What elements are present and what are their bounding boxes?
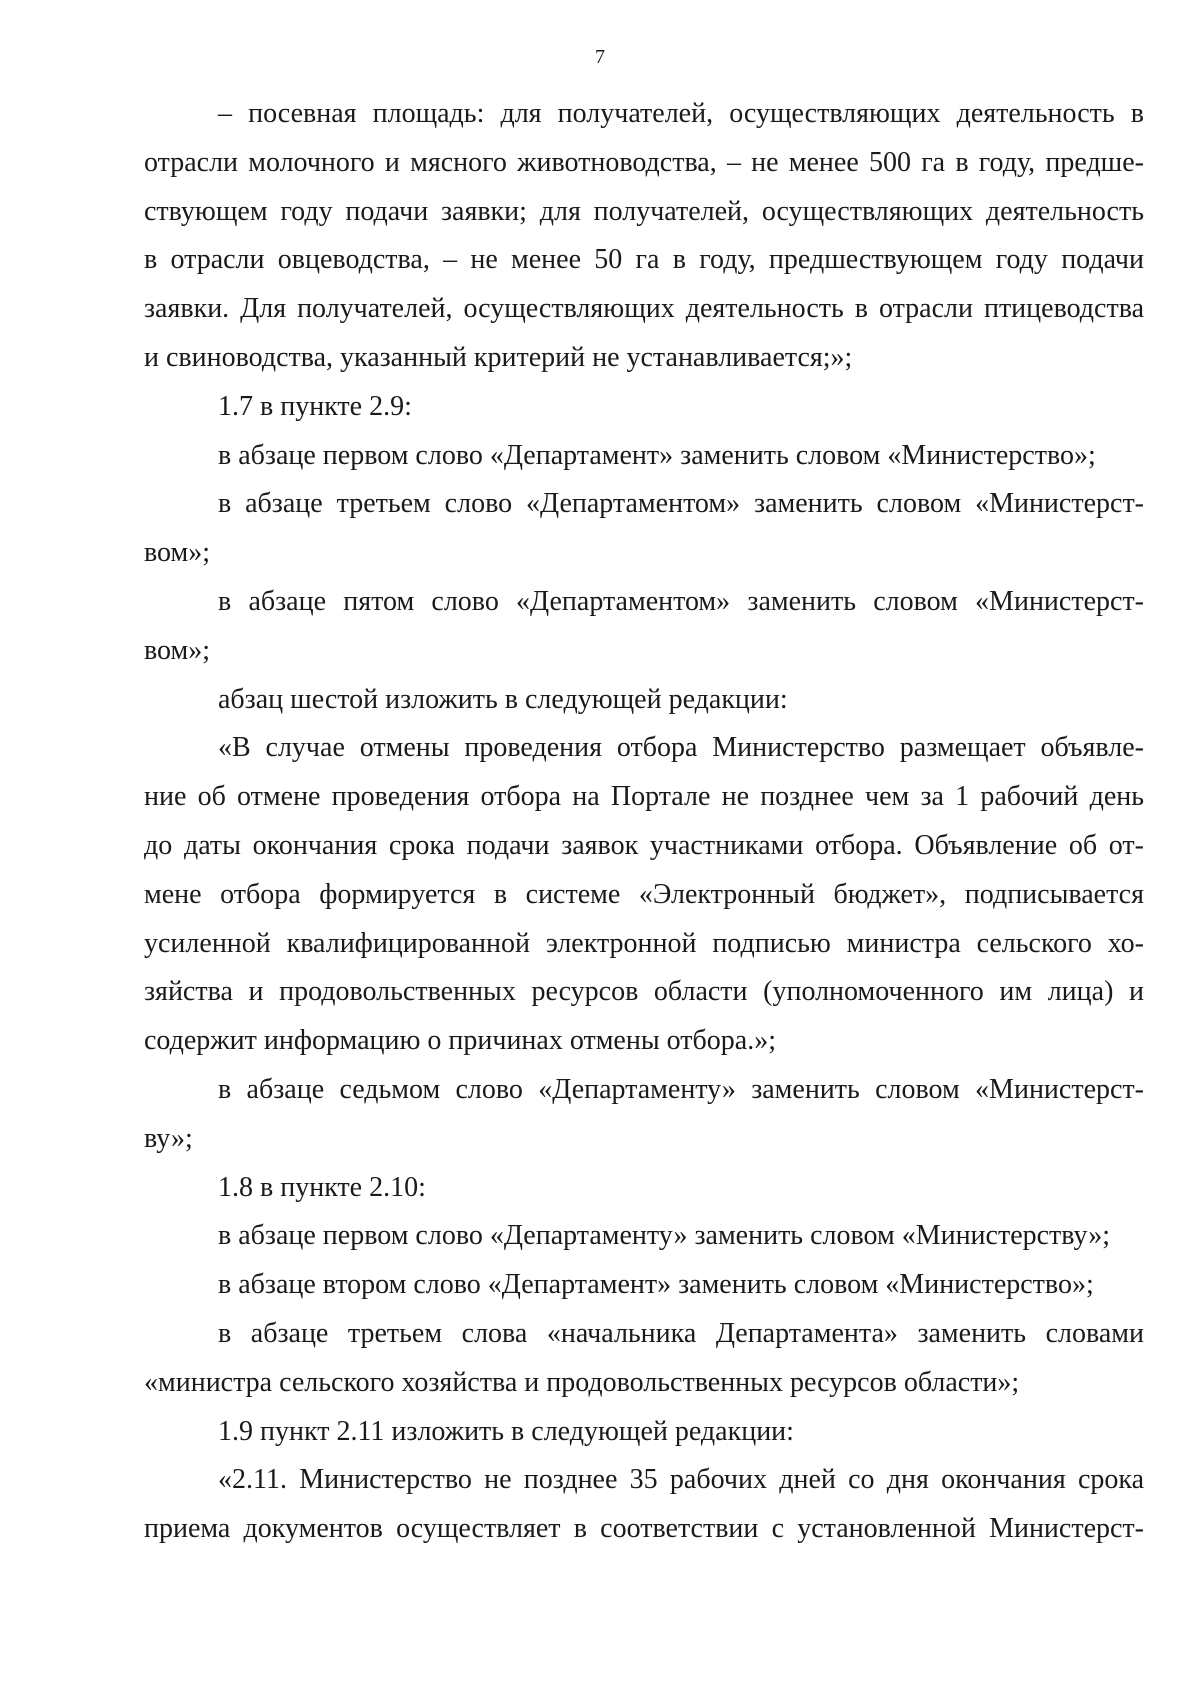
text-line: усиленной квалифицированной электронной подписью министра сельского хо-: [144, 927, 1144, 959]
paragraph: [144, 1456, 1144, 1554]
text-line: в абзаце первом слово «Департаменту» заменить словом «Министерству»;: [218, 1220, 1111, 1252]
text-line: заявки. Для получателей, осуществляющих деятельность в отрасли птицеводства: [144, 293, 1144, 325]
text-line: «В случае отмены проведения отбора Министерство размещает объявле-: [218, 732, 1144, 764]
paragraph: [144, 676, 1144, 725]
paragraph: [144, 480, 1144, 578]
text-line: зяйства и продовольственных ресурсов области (уполномоченного им лица) и: [144, 976, 1144, 1008]
text-line: 1.7 в пункте 2.9:: [218, 390, 412, 422]
text-line: вом»;: [144, 537, 210, 569]
paragraph: [144, 1408, 1144, 1457]
paragraph: [144, 1066, 1144, 1164]
text-line: в абзаце седьмом слово «Департаменту» заменить словом «Министерст-: [218, 1073, 1144, 1105]
text-line: и свиноводства, указанный критерий не устанавливается;»;: [144, 341, 853, 373]
document-body: [144, 90, 1144, 1554]
text-line: до даты окончания срока подачи заявок участниками отбора. Объявление об от-: [144, 829, 1144, 861]
text-line: ние об отмене проведения отбора на Портале не позднее чем за 1 рабочий день: [144, 781, 1144, 813]
text-line: приема документов осуществляет в соответствии с установленной Министерст-: [144, 1513, 1144, 1545]
text-line: «министра сельского хозяйства и продовольственных ресурсов области»;: [144, 1366, 1020, 1398]
paragraph: [144, 578, 1144, 676]
paragraph: [144, 724, 1144, 1066]
text-line: в абзаце втором слово «Департамент» заменить словом «Министерство»;: [218, 1269, 1094, 1301]
text-line: в отрасли овцеводства, – не менее 50 га в году, предшествующем году подачи: [144, 244, 1144, 276]
text-line: в абзаце третьем слово «Департаментом» заменить словом «Министерст-: [218, 488, 1144, 520]
text-line: 1.8 в пункте 2.10:: [218, 1171, 426, 1203]
text-line: 1.9 пункт 2.11 изложить в следующей редакции:: [218, 1415, 794, 1447]
text-line: абзац шестой изложить в следующей редакции:: [218, 683, 788, 715]
text-line: «2.11. Министерство не позднее 35 рабочих дней со дня окончания срока: [218, 1464, 1144, 1496]
page-number: 7: [595, 46, 605, 68]
paragraph: [144, 1310, 1144, 1408]
text-line: ву»;: [144, 1122, 193, 1154]
paragraph: [144, 383, 1144, 432]
paragraph: [144, 432, 1144, 481]
text-line: в абзаце третьем слова «начальника Департамента» заменить словами: [218, 1317, 1144, 1349]
text-line: в абзаце первом слово «Департамент» заменить словом «Министерство»;: [218, 439, 1096, 471]
text-line: в абзаце пятом слово «Департаментом» заменить словом «Министерст-: [218, 585, 1144, 617]
paragraph: [144, 1212, 1144, 1261]
paragraph: [144, 1261, 1144, 1310]
paragraph: [144, 90, 1144, 383]
text-line: мене отбора формируется в системе «Электронный бюджет», подписывается: [144, 878, 1144, 910]
text-line: вом»;: [144, 634, 210, 666]
paragraph: [144, 1164, 1144, 1213]
text-line: содержит информацию о причинах отмены отбора.»;: [144, 1025, 776, 1057]
text-line: отрасли молочного и мясного животноводства, – не менее 500 га в году, предше-: [144, 146, 1144, 178]
text-line: – посевная площадь: для получателей, осуществляющих деятельность в: [218, 98, 1144, 129]
text-line: ствующем году подачи заявки; для получателей, осуществляющих деятельность: [144, 195, 1144, 227]
